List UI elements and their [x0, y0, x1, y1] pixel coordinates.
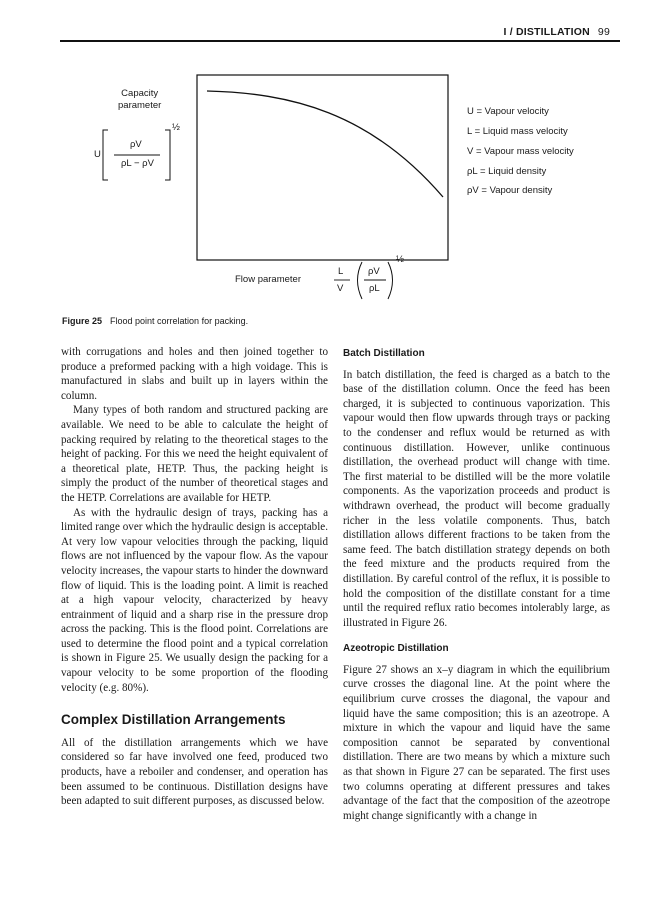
left-paragraph-4: All of the distillation arrangements which we have considered so far have involved one feed, produced two products, have a reboiler and condenser, and operation has been assumed to be continuous. Distillation designs have been adapted to suit different purposes, as discussed below. [61, 736, 328, 808]
right-paragraph-2: Figure 27 shows an x–y diagram in which the equilibrium curve crosses the diagonal line. At the point where the equilibrium curve crosses the diagonal, the vapour and liquid have the same composition; this is an azeotrope. A mixture in which the vapour and liquid have the same composition cannot be separated by conventional distillation. There are two means by which a mixture such as that shown in Figure 27 can be separated. The first uses two columns operating at different pressures and takes advantage of the fact that the composition of the azeotrope might change significantly with a change in [343, 663, 610, 822]
legend-v: V = Vapour mass velocity [467, 146, 574, 157]
x-rho-v: ρV [368, 266, 380, 277]
figure-caption [62, 316, 248, 326]
plot-frame [197, 75, 448, 260]
capacity-parameter-label [118, 88, 161, 112]
y-left-bracket [103, 130, 108, 180]
section-title: I / DISTILLATION [503, 26, 590, 38]
left-column [61, 345, 328, 809]
y-right-bracket [165, 130, 170, 180]
x-l-symbol: L [338, 266, 344, 277]
legend-l: L = Liquid mass velocity [467, 126, 568, 137]
page-number: 99 [597, 26, 610, 38]
legend-rho-v: ρV = Vapour density [467, 185, 553, 196]
figure-25 [0, 0, 668, 340]
left-paragraph-3: As with the hydraulic design of trays, packing has a limited range over which the hydraulic design is acceptable. At very low vapour velocities through the packing, liquid flows are not influenced by the vapour flow. As the vapour velocity increases, the vapour starts to hinder the downward flow of liquid. This is the loading point. A limit is reached at a high vapour velocity, characterized by heavy entrainment of liquid and a sharp rise in the pressure drop across the packing. This is the flood point. Correlations are used to determine the flood point and a typical correlation is shown in Figure 25. We usually design the packing for a vapour velocity to be some proportion of the flooding velocity (e.g. 80%). [61, 506, 328, 694]
caption-text: Flood point correlation for packing. [110, 316, 249, 326]
y-u-symbol: U [94, 149, 101, 160]
flow-parameter-label: Flow parameter [235, 274, 301, 285]
right-paragraph-1: In batch distillation, the feed is charged as a batch to the base of the distillation column. Once the feed has been charged, it is subjected to continuous vaporization. This vapour would then flow upwards through trays or packing to the condenser and reflux would be returned as with continuous distillation. However, unlike continuous distillation, the overhead product will change with time. The first material to be distilled will be the more volatile components. As the vaporization proceeds and product is withdrawn overhead, the product will become gradually richer in the less volatile components. Thus, batch distillation allows different fractions to be taken from the same feed. The batch distillation strategy depends on both the feed mixture and the products required from the distillation. By careful control of the reflux, it is possible to hold the composition of the distillate constant for a time until the required reflux ratio becomes intolerably large, as illustrated in Figure 26. [343, 368, 610, 629]
y-rho-l-minus-rho-v: ρL − ρV [121, 158, 154, 169]
caption-label: Figure 25 [62, 316, 103, 326]
right-column [343, 345, 610, 823]
x-exponent: ½ [396, 254, 404, 265]
left-paragraph-1: with corrugations and holes and then joined together to produce a preformed packing with a high voidage. This is manufactured in slabs and built up in layers within the column. [61, 346, 328, 402]
x-left-paren [358, 262, 363, 299]
subheading-batch-distillation: Batch Distillation [343, 348, 425, 359]
y-exponent: ½ [172, 122, 180, 133]
flood-curve [207, 91, 443, 197]
capacity-label-line2: parameter [118, 100, 162, 111]
section-heading-complex-distillation: Complex Distillation Arrangements [61, 712, 286, 728]
x-right-paren [388, 262, 393, 299]
legend-rho-l: ρL = Liquid density [467, 166, 547, 177]
legend-u: U = Vapour velocity [467, 106, 549, 117]
capacity-label-line1: Capacity [121, 88, 159, 99]
x-v-symbol: V [337, 283, 344, 294]
x-rho-l: ρL [369, 283, 380, 294]
left-paragraph-2: Many types of both random and structured packing are available. We need to be able to calculate the height of packing required by relating to the theoretical stages to the height of packing. For this we need the height equivalent of a theoretical plate, HETP. Thus, the packing height is simply the product of the number of theoretical stages and the HETP. Correlations are available for HETP. [61, 404, 328, 504]
subheading-azeotropic-distillation: Azeotropic Distillation [343, 643, 449, 655]
y-rho-v: ρV [130, 139, 142, 150]
figure-graphics [0, 0, 668, 340]
